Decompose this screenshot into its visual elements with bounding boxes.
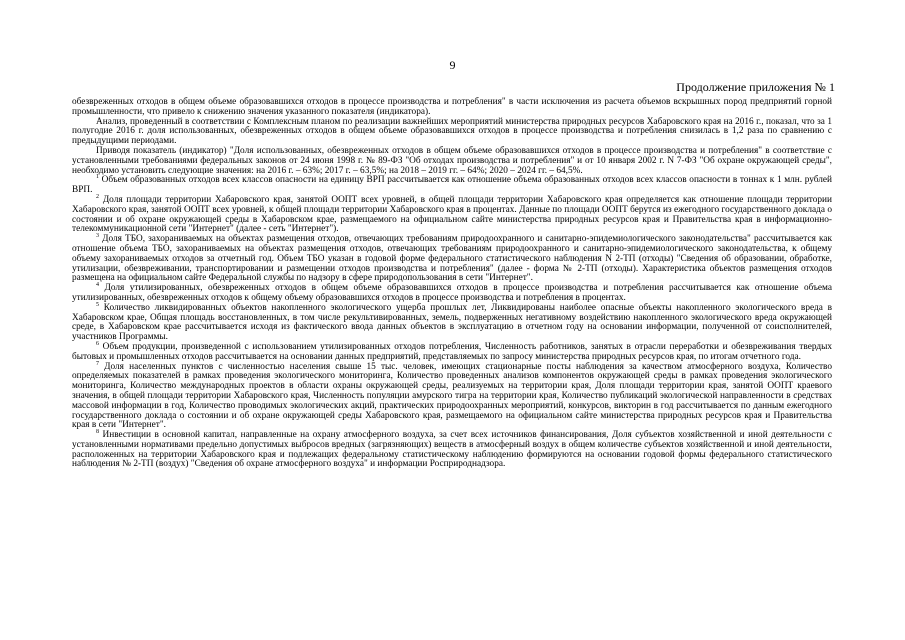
footnote-marker: 7 (96, 360, 99, 367)
footnote-marker: 5 (96, 301, 99, 308)
footnote (72, 340, 832, 363)
paragraph-text: Анализ, проведенный в соответствии с Комплексным планом по реализации важнейших мероприятий министерства природных ресурсов Хабаровского края на 2016 г., показал, что за 1 полугодие 2016 г. доля использованных, обезвреженных отходов в общем объеме образовавшихся отходов в процессе производства и потребления снизилась в 1,2 раза по сравнению с предыдущими периодами. (72, 116, 832, 147)
footnote (72, 301, 832, 343)
footnote (72, 193, 832, 235)
footnote-marker: 8 (96, 429, 99, 435)
footnote-text: Объем продукции, произведенной с использованием утилизированных отходов потребления, Численность работников, занятых в отрасли переработки и обезвреживания твердых бытовых и промышленных отходов рассчитывается на основании данных предприятий, представляемых по запросу министерства природных ресурсов края, по итогам отчетного года. (72, 341, 832, 362)
paragraph (72, 98, 832, 118)
document-body (72, 98, 832, 470)
footnote (72, 284, 832, 304)
footnote-marker: 2 (96, 193, 99, 200)
appendix-note: Продолжение приложения № 1 (676, 80, 835, 94)
footnote-marker: 1 (96, 174, 99, 181)
footnote-text: Доля утилизированных, обезвреженных отходов в общем объеме образовавшихся отходов в процессе производства и потребления рассчитывается как отношение объема утилизированных, обезвреженных отходов к общему объему образовавшихся отходов в процессе производства и потребления в процентах. (72, 283, 832, 303)
page-number: 9 (449, 58, 456, 72)
footnote-text: Доля ТБО, захораниваемых на объектах размещения отходов, отвечающих требованиям природоохранного и санитарно-эпидемиологического законодательства" рассчитывается как отношение объема ТБО, захораниваемых на объектах размещения отходов, отвечающих требованиям природоохранного и санитарно-эпидемиологического законодательства, к общему объему захораниваемых отходов за отчетный год. Объем ТБО указан в годовой форме федерального статистического наблюдения N 2-ТП (отходы) "Сведения об образовании, обработке, утилизации, обезвреживании, транспортировании и размещении отходов производства и потребления" (далее - форма № 2-ТП (отходы). Характеристика объектов размещения отходов размещена на официальном сайте Федеральной службы по надзору в сфере природопользования в сети "Интернет". (72, 234, 832, 284)
footnote-text: Доля населенных пунктов с численностью населения свыше 15 тыс. человек, имеющих стационарные посты наблюдения за качеством атмосферного воздуха, Количество определяемых показателей в рамках проведения экологического мониторинга, Количество проведенных анализов компонентов окружающей среды в рамках проведения экологического мониторинга, Количество международных проектов в области охраны окружающей среды, реализуемых на территории края, Доля площади территории края, занятой ООПТ краевого значения, в общей площади территории Хабаровского края, Численность популяции амурского тигра на территории края, Количество публикаций экологической направленности в средствах массовой информации в год, Количество проводимых экологических акций, практических природоохранных мероприятий, конкурсов, викторин в год рассчитывается по данным ежегодного государственного доклада о состоянии и об охране окружающей среды Хабаровского края, размещаемого на официальном сайте министерства природных ресурсов края и Правительства края в сети "Интернет". (72, 361, 833, 431)
footnote-text: Количество ликвидированных объектов накопленного экологического ущерба прошлых лет, Ликвидированы наиболее опасные объекты накопленного экологического вреда в Хабаровском крае, Общая площадь восстановленных, в том числе рекультивированных, земель, подверженных негативному воздействию накопленного экологического вреда окружающей среде, в Хабаровском крае рассчитывается исходя из фактического ввода данных объектов в эксплуатацию в отчетном году на основании информации, полученной от соисполнителей, участников Программы. (72, 302, 832, 343)
paragraph-text: обезвреженных отходов в общем объеме образовавшихся отходов в процессе производства и потребления" в части исключения из расчета объемов вскрышных пород предприятий горной промышленности, что привело к снижению значения указанного показателя (индикатора). (72, 97, 832, 117)
paragraph-text: Приводя показатель (индикатор) "Доля использованных, обезвреженных отходов в общем объеме образовавшихся отходов в процессе производства и потребления" в соответствие с установленными требованиями федеральных законов от 24 июня 1998 г. № 89-ФЗ "Об отходах производства и потребления" и от 10 января 2002 г. N 7-ФЗ "Об охране окружающей среды", необходимо установить следующие значения: на 2016 г. – 63%; 2017 г. – 63,5%; на 2018 – 2019 гг. – 64%; 2020 – 2024 гг. – 64,5%. (72, 145, 832, 176)
footnote-text: Объем образованных отходов всех классов опасности на единицу ВРП рассчитывается как отношение объема образованных отходов всех классов опасности в тоннах к 1 млн. рублей ВРП. (72, 175, 832, 196)
paragraph (72, 147, 832, 176)
paragraph (72, 118, 832, 147)
footnote (72, 176, 832, 196)
footnote (72, 360, 833, 432)
footnote (72, 235, 832, 284)
footnote-marker: 6 (96, 340, 99, 347)
footnote-marker: 3 (96, 233, 99, 240)
footnote (72, 431, 832, 470)
footnote-marker: 4 (96, 282, 99, 289)
footnote-text: Инвестиции в основной капитал, направленные на охрану атмосферного воздуха, за счет всех источников финансирования, Доля субъектов хозяйственной и иной деятельности с установленными нормативами предельно допустимых выбросов вредных (загрязняющих) веществ в атмосферный воздух в общем количестве субъектов хозяйственной и иной деятельности, расположенных на территории Хабаровского края и подлежащих федеральному статистическому наблюдению формируются на основании годовой формы федерального статистического наблюдения № 2-ТП (воздух) "Сведения об охране атмосферного воздуха" и информации Росприроднадзора. (72, 430, 833, 470)
footnote-text: Доля площади территории Хабаровского края, занятой ООПТ всех уровней, в общей площади территории Хабаровского края определяется как отношение площади территории Хабаровского края, занятой ООПТ всех уровней, к общей площади территории Хабаровского края в процентах. Данные по площади ООПТ берутся из ежегодного государственного доклада о состоянии и об охране окружающей среды в Хабаровском крае, размещаемого на официальном сайте министерства природных ресурсов края и Правительства края в информационно-телекоммуникационной сети "Интернет" (далее - сеть "Интернет"). (72, 194, 832, 235)
